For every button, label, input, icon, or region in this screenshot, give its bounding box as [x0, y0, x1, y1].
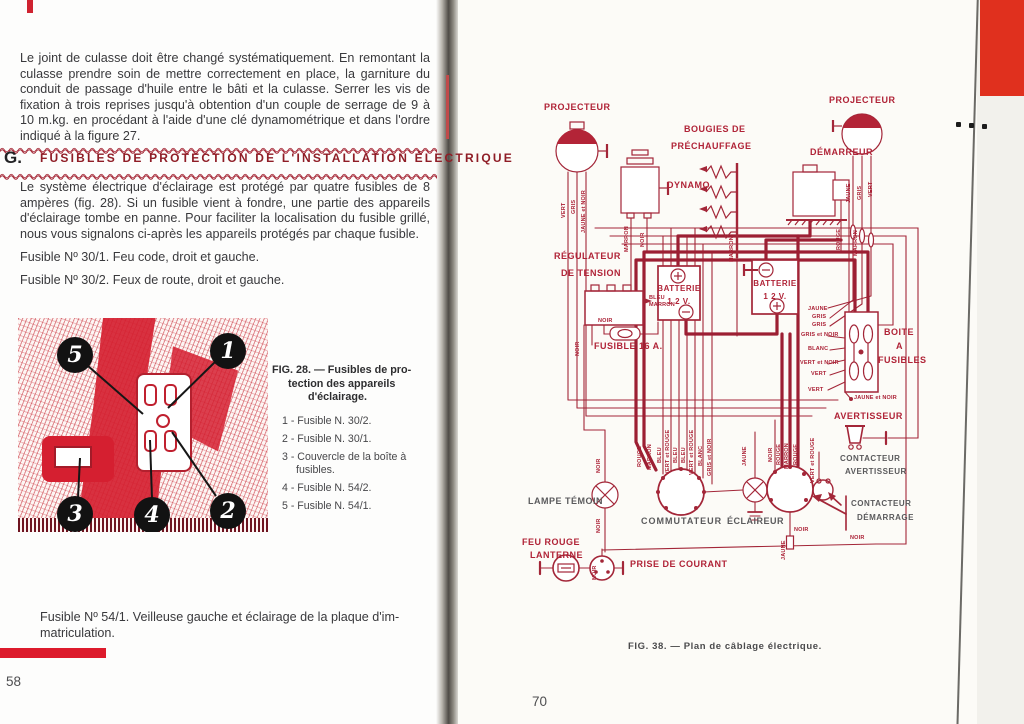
wire-label: JAUNE et NOIR	[581, 190, 587, 233]
balloon-1: 1	[210, 333, 246, 369]
wire-label: BLEU	[681, 447, 687, 463]
wire-label: JAUNE	[846, 183, 852, 203]
wire-label: MARRON	[729, 236, 735, 262]
section-letter: G.	[4, 148, 22, 167]
wire-label: ROUGE	[836, 228, 842, 250]
wire-label: VERT	[561, 202, 567, 218]
wire-label: VERT	[868, 181, 874, 197]
fig28-item: 5 - Fusible N. 54/1.	[282, 499, 372, 512]
wire-label: VERT et ROUGE	[810, 437, 816, 483]
label-contacteur-demarrage-1: CONTACTEUR	[851, 499, 912, 508]
label-batterie-2-v: 1 2 V.	[763, 292, 787, 301]
wire-label: GRIS	[571, 199, 577, 214]
label-fusible-16a: FUSIBLE 16 A.	[594, 341, 663, 351]
note-fusible-54-1-wrap: matriculation.	[40, 626, 115, 640]
fig28-caption	[272, 364, 440, 513]
label-avertisseur: AVERTISSEUR	[834, 411, 903, 421]
wire-label: NOIR	[575, 341, 581, 356]
wire-label: NOIR	[596, 458, 602, 473]
wire-label: JAUNE et NOIR	[854, 395, 897, 401]
wire-label: JAUNE	[742, 446, 748, 466]
wire-label: MARRON	[647, 444, 653, 470]
wire-label: NOIR	[768, 447, 774, 462]
wire-label: GRIS	[857, 185, 863, 200]
label-batterie-2: BATTERIE	[753, 279, 797, 288]
wire-label: BLEU	[649, 295, 665, 301]
label-commutateur: COMMUTATEUR	[641, 516, 723, 526]
note-fusible-54-1: Fusible Nº 54/1. Veilleuse gauche et éclairage de la plaque d'im-	[40, 610, 400, 624]
label-batterie-1: BATTERIE	[657, 284, 701, 293]
fig38-caption: FIG. 38. — Plan de câblage électrique.	[628, 641, 822, 652]
wire-label: ROUGE	[793, 443, 799, 465]
wire-label: ROUGE	[776, 443, 782, 465]
label-prise-de-courant: PRISE DE COURANT	[630, 559, 728, 569]
fig28-item: 4 - Fusible N. 54/2.	[282, 481, 372, 494]
wire-label: NOIR	[640, 232, 646, 247]
wavy-rule-top	[0, 141, 437, 148]
balloon-3: 3	[57, 496, 93, 532]
fig28-item: 1 - Fusible N. 30/2.	[282, 414, 372, 427]
paragraph-head-gasket: Le joint de culasse doit être changé systématiquement. En remontant la culasse prendre soin de mettre correctement en place, la garniture du conduit de passage d'huile entre le bâti et la culasse. Serrer les vis de fixation à trois reprises jusqu'à obtention d'un couple de serrage de 9 à 10 m.kg. en procédant à l'aide d'une clé dynamométrique et dans l'ordre indiqué à la figure 27.	[20, 51, 430, 143]
wire-label: VERT et NOIR	[800, 360, 839, 366]
wire-label: JAUNE	[808, 306, 828, 312]
fig28-caption-line: FIG. 28. — Fusibles de pro-	[272, 364, 412, 376]
wire-label: NOIR	[596, 518, 602, 533]
wire-label: VERT et ROUGE	[689, 429, 695, 475]
fig28-illustration	[18, 318, 268, 532]
label-dynamo: DYNAMO	[667, 180, 710, 190]
label-boite-3: FUSIBLES	[878, 355, 927, 365]
wire-label: BLANC	[698, 445, 704, 466]
balloon-4: 4	[134, 497, 170, 532]
wire-label: BLEU	[657, 447, 663, 463]
wire-label: NOIR	[592, 565, 598, 580]
wire-label: MARRON	[853, 230, 859, 256]
wire-label: NOIR	[794, 527, 809, 533]
fusible-line-30-1: Fusible Nº 30/1. Feu code, droit et gauche.	[20, 250, 260, 264]
label-demarreur: DÉMARREUR	[810, 147, 873, 157]
wire-label: MARRON	[784, 443, 790, 469]
wire-label: GRIS et NOIR	[707, 438, 713, 476]
fig28-caption-line: tection des appareils	[288, 377, 396, 390]
label-boite-1: BOITE	[884, 327, 915, 337]
wire-label: MARRON	[624, 226, 630, 252]
label-projecteur-right: PROJECTEUR	[829, 95, 896, 105]
label-contacteur-avertisseur-1: CONTACTEUR	[840, 454, 901, 463]
wire-label: NOIR	[850, 535, 865, 541]
label-feu-rouge-1: FEU ROUGE	[522, 537, 581, 547]
label-boite-2: A	[896, 341, 903, 351]
label-regulateur-1: RÉGULATEUR	[554, 251, 621, 261]
balloon-2: 2	[210, 493, 246, 529]
wire-label: GRIS	[812, 322, 827, 328]
wire-label: BLEU	[673, 447, 679, 463]
wire-label: ROUGE	[637, 445, 643, 467]
label-projecteur-left: PROJECTEUR	[544, 102, 611, 112]
wire-label: VERT	[811, 371, 827, 377]
label-bougies-1: BOUGIES DE	[684, 124, 746, 134]
wire-label: NOIR	[598, 318, 613, 324]
label-feu-rouge-2: LANTERNE	[530, 550, 583, 560]
wire-label: MARRON	[649, 302, 675, 308]
wavy-rule-bottom	[0, 167, 437, 174]
wire-label: VERT et ROUGE	[665, 429, 671, 475]
fig28-caption-line: d'éclairage.	[308, 391, 367, 403]
fig28-item-wrap: fusibles.	[296, 463, 335, 476]
section-title: FUSIBLES DE PROTECTION DE L'INSTALLATION ÉLECTRIQUE	[40, 151, 514, 165]
wire-label: JAUNE	[781, 540, 787, 560]
wire-label: VERT	[808, 387, 824, 393]
label-lampe-temoin: LAMPE TÉMOIN	[528, 496, 603, 506]
label-contacteur-demarrage-2: DÉMARRAGE	[857, 513, 914, 522]
balloon-5: 5	[57, 337, 93, 373]
page-number-right: 70	[532, 694, 548, 709]
page-number-left: 58	[6, 674, 22, 689]
label-eclaireur: ÉCLAIREUR	[727, 516, 785, 526]
wire-label: GRIS et NOIR	[801, 332, 839, 338]
paragraph-fuse-system: Le système électrique d'éclairage est protégé par quatre fusibles de 8 ampères (fig. 28). Si un fusible vient à fondre, une partie des appareils d'éclairage tombe en panne. Pour faciliter la localisation du fusible grillé, nous vous signalons ci-après les appareils protégés par chaque fusible.	[20, 180, 430, 241]
fig28-item: 2 - Fusible N. 30/1.	[282, 432, 372, 445]
fig28-item: 3 - Couvercle de la boîte à	[282, 450, 407, 463]
fusible-line-30-2: Fusible Nº 30/2. Feux de route, droit et gauche.	[20, 273, 285, 287]
wire-label: BLANC	[808, 346, 829, 352]
label-batterie-1-v: 1 2 V.	[667, 297, 691, 306]
label-bougies-2: PRÉCHAUFFAGE	[671, 141, 752, 151]
footer-red-bar	[0, 648, 106, 658]
label-regulateur-2: DE TENSION	[561, 268, 622, 278]
wire-label: GRIS	[812, 314, 827, 320]
label-contacteur-avertisseur-2: AVERTISSEUR	[845, 467, 907, 476]
